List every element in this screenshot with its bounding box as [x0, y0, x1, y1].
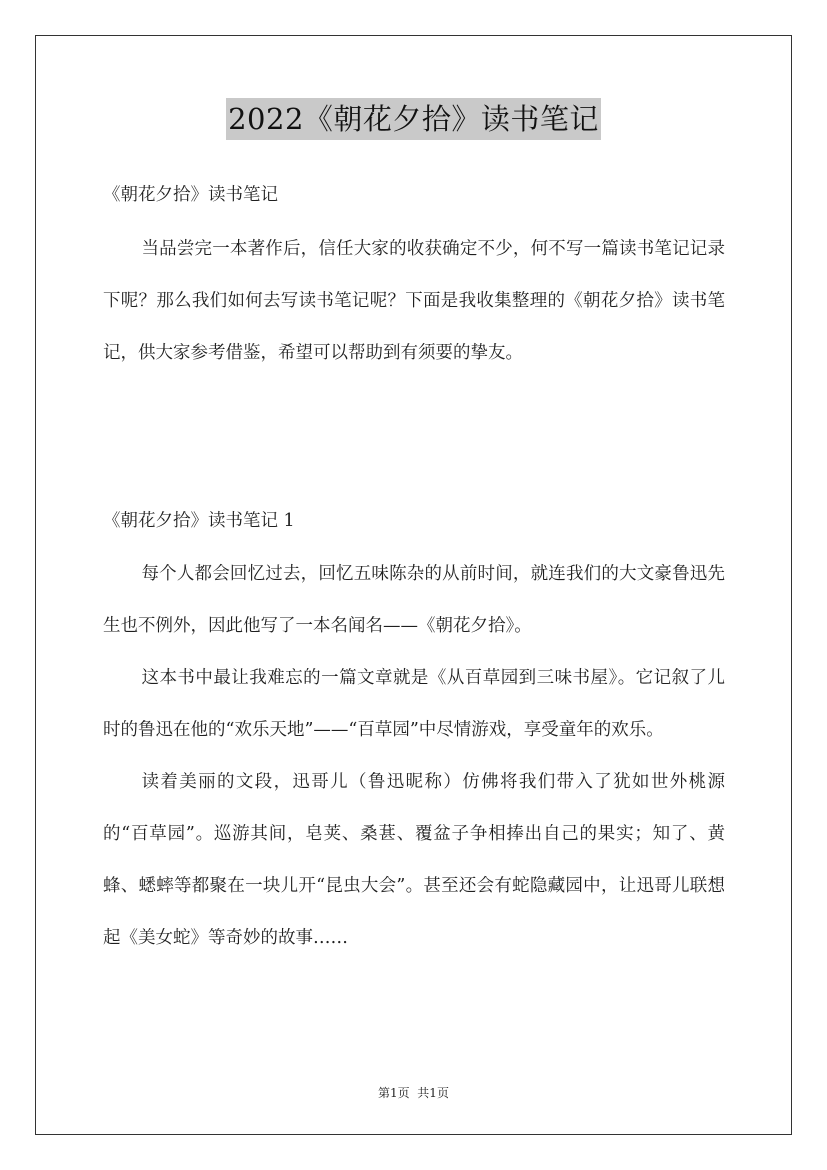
body-paragraph-2: 这本书中最让我难忘的一篇文章就是《从百草园到三味书屋》。它记叙了儿时的鲁迅在他的“欢乐天地”——“百草园”中尽情游戏，享受童年的欢乐。: [103, 668, 725, 740]
body-paragraph-1: 每个人都会回忆过去，回忆五味陈杂的从前时间，就连我们的大文豪鲁迅先生也不例外，因此他写了一本名闻名——《朝花夕拾》。: [103, 564, 725, 636]
title-container: [0, 98, 827, 140]
page-footer: 第1页 共1页: [378, 1086, 449, 1100]
section-heading: 《朝花夕拾》读书笔记 1: [103, 511, 295, 531]
body-paragraph-3: 读着美丽的文段，迅哥儿（鲁迅昵称）仿佛将我们带入了犹如世外桃源的“百草园”。巡游其间，皂荚、桑葚、覆盆子争相捧出自己的果实；知了、黄蜂、蟋蟀等都聚在一块儿开“昆虫大会”。甚至还会有蛇隐藏园中，让迅哥儿联想起《美女蛇》等奇妙的故事……: [103, 772, 725, 948]
document-subtitle: 《朝花夕拾》读书笔记: [103, 185, 278, 205]
intro-block: [103, 223, 725, 379]
intro-paragraph: 当品尝完一本著作后，信任大家的收获确定不少，何不写一篇读书笔记记录下呢？那么我们如何去写读书笔记呢？下面是我收集整理的《朝花夕拾》读书笔记，供大家参考借鉴，希望可以帮助到有须要的挚友。: [103, 239, 725, 363]
body-block: [103, 548, 725, 964]
document-title: 2022《朝花夕拾》读书笔记: [226, 98, 601, 140]
